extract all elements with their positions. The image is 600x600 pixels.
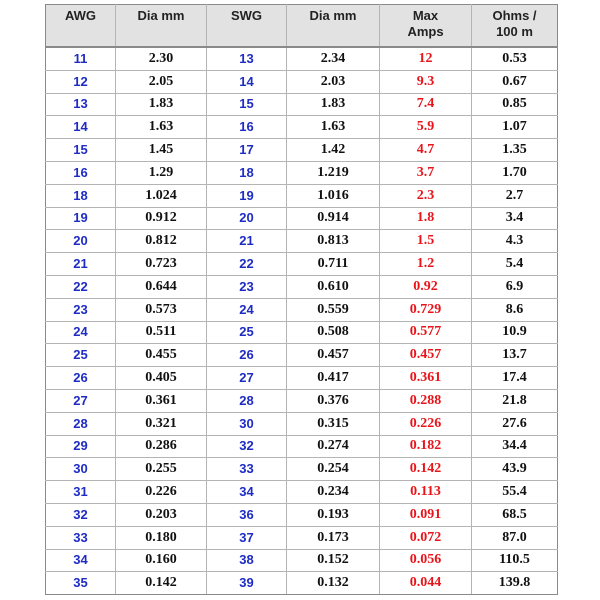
dia-mm-awg-cell: 0.361 [116,389,207,412]
ohms-cell: 1.70 [472,161,558,184]
table-row [46,367,558,390]
swg-cell: 38 [207,549,287,572]
max-amps-cell: 1.2 [380,253,472,276]
ohms-cell: 43.9 [472,458,558,481]
max-amps-cell: 4.7 [380,139,472,162]
swg-cell: 19 [207,184,287,207]
dia-mm-swg-cell: 0.132 [287,572,380,595]
awg-cell: 32 [46,503,116,526]
swg-cell: 13 [207,47,287,70]
dia-mm-awg-cell: 0.226 [116,481,207,504]
max-amps-cell: 5.9 [380,116,472,139]
ohms-cell: 21.8 [472,389,558,412]
swg-cell: 17 [207,139,287,162]
swg-cell: 32 [207,435,287,458]
header-dia-mm-awg: Dia mm [116,5,207,48]
max-amps-cell: 0.113 [380,481,472,504]
dia-mm-swg-cell: 0.274 [287,435,380,458]
ohms-cell: 0.67 [472,70,558,93]
awg-cell: 24 [46,321,116,344]
dia-mm-swg-cell: 0.914 [287,207,380,230]
swg-cell: 22 [207,253,287,276]
max-amps-cell: 0.142 [380,458,472,481]
dia-mm-awg-cell: 2.05 [116,70,207,93]
max-amps-cell: 12 [380,47,472,70]
max-amps-cell: 2.3 [380,184,472,207]
table-row [46,412,558,435]
max-amps-cell: 1.5 [380,230,472,253]
header-dia-mm-swg: Dia mm [287,5,380,48]
awg-cell: 13 [46,93,116,116]
swg-cell: 21 [207,230,287,253]
table-row [46,389,558,412]
table-row [46,139,558,162]
max-amps-cell: 0.577 [380,321,472,344]
max-amps-cell: 3.7 [380,161,472,184]
table-row [46,503,558,526]
table-row [46,435,558,458]
awg-cell: 33 [46,526,116,549]
awg-cell: 31 [46,481,116,504]
awg-cell: 21 [46,253,116,276]
dia-mm-awg-cell: 1.29 [116,161,207,184]
max-amps-cell: 1.8 [380,207,472,230]
table-row [46,549,558,572]
max-amps-cell: 0.729 [380,298,472,321]
ohms-cell: 68.5 [472,503,558,526]
ohms-cell: 34.4 [472,435,558,458]
max-amps-cell: 7.4 [380,93,472,116]
dia-mm-swg-cell: 0.254 [287,458,380,481]
header-swg: SWG [207,5,287,48]
table-row [46,70,558,93]
swg-cell: 15 [207,93,287,116]
awg-cell: 25 [46,344,116,367]
ohms-cell: 17.4 [472,367,558,390]
header-ohms-per-100m: Ohms / 100 m [472,5,558,48]
table-row [46,572,558,595]
dia-mm-awg-cell: 0.321 [116,412,207,435]
dia-mm-swg-cell: 1.63 [287,116,380,139]
awg-cell: 28 [46,412,116,435]
ohms-cell: 6.9 [472,275,558,298]
table-row [46,184,558,207]
table-row [46,526,558,549]
max-amps-cell: 0.92 [380,275,472,298]
dia-mm-swg-cell: 0.559 [287,298,380,321]
awg-cell: 29 [46,435,116,458]
max-amps-cell: 0.072 [380,526,472,549]
awg-cell: 16 [46,161,116,184]
awg-cell: 30 [46,458,116,481]
awg-cell: 22 [46,275,116,298]
swg-cell: 37 [207,526,287,549]
ohms-cell: 8.6 [472,298,558,321]
dia-mm-swg-cell: 2.03 [287,70,380,93]
swg-cell: 34 [207,481,287,504]
max-amps-cell: 0.091 [380,503,472,526]
wire-gauge-table [45,4,558,595]
dia-mm-awg-cell: 0.405 [116,367,207,390]
dia-mm-awg-cell: 1.83 [116,93,207,116]
table-row [46,116,558,139]
max-amps-cell: 0.288 [380,389,472,412]
dia-mm-swg-cell: 0.193 [287,503,380,526]
table-row [46,93,558,116]
dia-mm-swg-cell: 2.34 [287,47,380,70]
swg-cell: 24 [207,298,287,321]
dia-mm-awg-cell: 0.511 [116,321,207,344]
table-row [46,458,558,481]
dia-mm-swg-cell: 0.610 [287,275,380,298]
swg-cell: 36 [207,503,287,526]
max-amps-cell: 0.226 [380,412,472,435]
dia-mm-awg-cell: 0.203 [116,503,207,526]
dia-mm-awg-cell: 0.644 [116,275,207,298]
table-row [46,275,558,298]
table-row [46,344,558,367]
awg-cell: 34 [46,549,116,572]
dia-mm-awg-cell: 1.024 [116,184,207,207]
dia-mm-awg-cell: 2.30 [116,47,207,70]
table-row [46,253,558,276]
ohms-cell: 5.4 [472,253,558,276]
dia-mm-awg-cell: 1.45 [116,139,207,162]
dia-mm-awg-cell: 0.812 [116,230,207,253]
awg-cell: 14 [46,116,116,139]
dia-mm-awg-cell: 0.255 [116,458,207,481]
ohms-cell: 0.53 [472,47,558,70]
ohms-cell: 87.0 [472,526,558,549]
dia-mm-swg-cell: 1.83 [287,93,380,116]
dia-mm-swg-cell: 0.417 [287,367,380,390]
table-row [46,321,558,344]
swg-cell: 25 [207,321,287,344]
dia-mm-awg-cell: 0.180 [116,526,207,549]
dia-mm-swg-cell: 0.508 [287,321,380,344]
ohms-cell: 139.8 [472,572,558,595]
swg-cell: 16 [207,116,287,139]
ohms-cell: 110.5 [472,549,558,572]
ohms-cell: 1.07 [472,116,558,139]
table-row [46,230,558,253]
ohms-cell: 1.35 [472,139,558,162]
awg-cell: 15 [46,139,116,162]
max-amps-cell: 0.056 [380,549,472,572]
max-amps-cell: 0.457 [380,344,472,367]
dia-mm-awg-cell: 0.455 [116,344,207,367]
swg-cell: 14 [207,70,287,93]
ohms-cell: 27.6 [472,412,558,435]
awg-cell: 18 [46,184,116,207]
max-amps-cell: 0.044 [380,572,472,595]
dia-mm-swg-cell: 0.315 [287,412,380,435]
swg-cell: 27 [207,367,287,390]
dia-mm-awg-cell: 0.142 [116,572,207,595]
dia-mm-awg-cell: 0.286 [116,435,207,458]
header-max-amps: Max Amps [380,5,472,48]
table-header [46,5,558,48]
dia-mm-awg-cell: 0.912 [116,207,207,230]
ohms-cell: 3.4 [472,207,558,230]
dia-mm-awg-cell: 1.63 [116,116,207,139]
dia-mm-swg-cell: 0.234 [287,481,380,504]
ohms-cell: 2.7 [472,184,558,207]
dia-mm-swg-cell: 0.813 [287,230,380,253]
swg-cell: 28 [207,389,287,412]
swg-cell: 39 [207,572,287,595]
awg-cell: 26 [46,367,116,390]
dia-mm-awg-cell: 0.723 [116,253,207,276]
dia-mm-swg-cell: 0.711 [287,253,380,276]
dia-mm-awg-cell: 0.160 [116,549,207,572]
dia-mm-swg-cell: 1.016 [287,184,380,207]
wire-gauge-table-container [45,4,557,595]
dia-mm-swg-cell: 0.457 [287,344,380,367]
max-amps-cell: 9.3 [380,70,472,93]
awg-cell: 27 [46,389,116,412]
awg-cell: 11 [46,47,116,70]
ohms-cell: 4.3 [472,230,558,253]
ohms-cell: 0.85 [472,93,558,116]
table-row [46,298,558,321]
swg-cell: 30 [207,412,287,435]
header-awg: AWG [46,5,116,48]
swg-cell: 23 [207,275,287,298]
dia-mm-swg-cell: 0.173 [287,526,380,549]
awg-cell: 35 [46,572,116,595]
awg-cell: 20 [46,230,116,253]
swg-cell: 33 [207,458,287,481]
awg-cell: 19 [46,207,116,230]
table-row [46,207,558,230]
table-row [46,161,558,184]
dia-mm-swg-cell: 0.376 [287,389,380,412]
dia-mm-swg-cell: 0.152 [287,549,380,572]
swg-cell: 26 [207,344,287,367]
awg-cell: 12 [46,70,116,93]
table-body [46,47,558,595]
dia-mm-swg-cell: 1.219 [287,161,380,184]
header-row [46,5,558,48]
ohms-cell: 13.7 [472,344,558,367]
ohms-cell: 55.4 [472,481,558,504]
table-row [46,47,558,70]
table-row [46,481,558,504]
dia-mm-swg-cell: 1.42 [287,139,380,162]
awg-cell: 23 [46,298,116,321]
dia-mm-awg-cell: 0.573 [116,298,207,321]
ohms-cell: 10.9 [472,321,558,344]
max-amps-cell: 0.361 [380,367,472,390]
max-amps-cell: 0.182 [380,435,472,458]
swg-cell: 20 [207,207,287,230]
swg-cell: 18 [207,161,287,184]
